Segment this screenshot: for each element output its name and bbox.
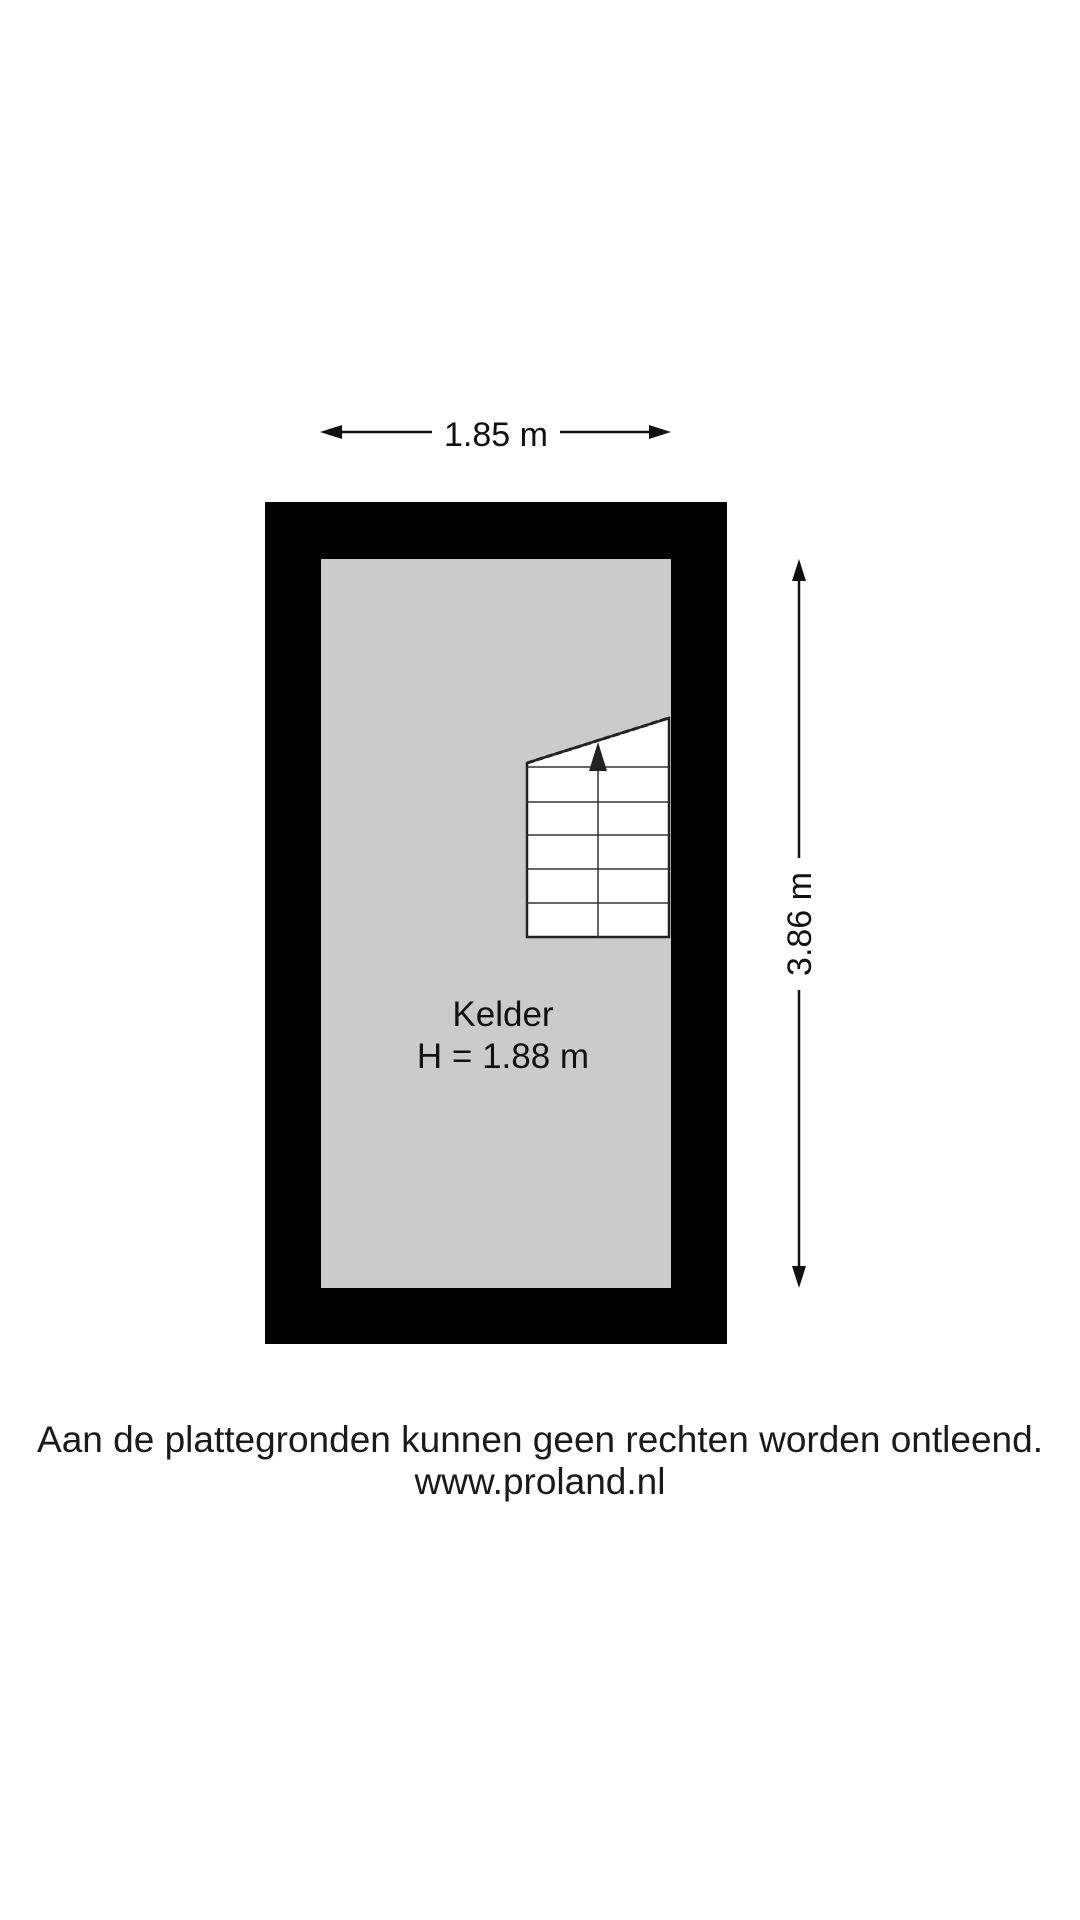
room-name: Kelder (452, 995, 554, 1034)
arrow-left-icon (320, 425, 342, 439)
arrow-up-icon (792, 559, 806, 581)
website-link[interactable]: www.proland.nl (414, 1461, 666, 1502)
width-dimension-label: 1.85 m (444, 416, 548, 454)
disclaimer-text: Aan de plattegronden kunnen geen rechten worden ontleend. (37, 1419, 1043, 1460)
arrow-right-icon (649, 425, 671, 439)
height-dimension-label: 3.86 m (781, 872, 819, 976)
width-dimension (320, 416, 671, 454)
height-dimension (781, 559, 819, 1288)
room-height: H = 1.88 m (416, 1037, 590, 1076)
arrow-down-icon (792, 1266, 806, 1288)
